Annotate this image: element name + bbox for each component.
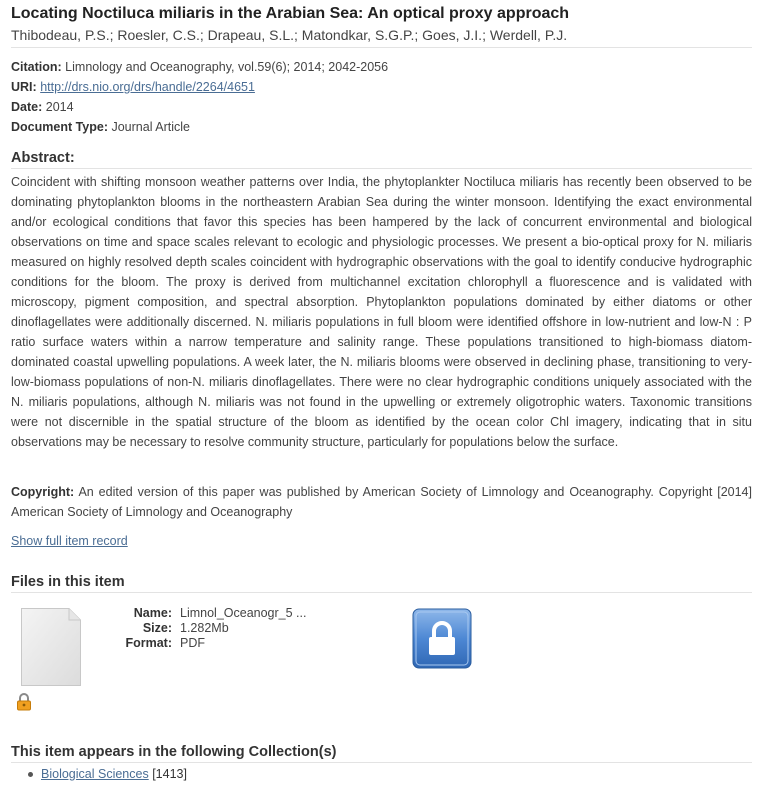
file-name-label: Name: xyxy=(133,606,172,620)
file-format-row xyxy=(100,636,306,651)
date-row xyxy=(11,99,74,115)
copyright xyxy=(11,482,752,522)
file-name-value: Limnol_Oceanogr_5 ... xyxy=(180,606,307,620)
file-details xyxy=(100,606,306,651)
item-title: Locating Noctiluca miliaris in the Arabian Sea: An optical proxy approach xyxy=(11,5,570,22)
uri-link[interactable]: http://drs.nio.org/drs/handle/2264/4651 xyxy=(40,80,255,94)
file-document-icon xyxy=(21,608,81,686)
date-label: Date: xyxy=(11,100,43,114)
file-size-value: 1.282Mb xyxy=(180,621,229,635)
date-value: 2014 xyxy=(45,100,74,114)
collection-count: [1413] xyxy=(152,767,187,781)
abstract-text: Coincident with shifting monsoon weather patterns over India, the phytoplankter Noctiluca miliaris has recently been observed to be dominating phytoplankton blooms in the northeastern Arabian Sea during the winter monsoon. Identifying the exact environmental and/or ecological conditions that favor this species has been hampered by the lack of concurrent environmental and biological observations on time and space scales relevant to ecologic and physiologic processes. We present a bio-optical proxy for N. miliaris measured on highly resolved depth scales coincident with hydrographic observations with the goal to identify conducive hydrographic conditions for the bloom. The proxy is derived from multichannel excitation chlorophyll a fluorescence and is validated with microscopy, pigment composition, and spectral absorption. Phytoplankton populations dominated by either diatoms or other dinoflagellates were additionally discerned. N. miliaris populations in full bloom were identified offshore in low-nutrient and low-N : P ratio surface waters within a narrow temperature and salinity range. These populations transitioned to high-biomass diatom-dominated coastal upwelling populations. A week later, the N. miliaris blooms were observed in declining phase, transitioning to very-low-biomass populations of non-N. miliaris dinoflagellates. There were no clear hydrographic conditions uniquely associated with the N. miliaris populations, although N. miliaris was not found in the upwelling or extremely oligotrophic waters. Taxonomic transitions were not discernible in the spatial structure of the bloom as identified by the ocean color Chl imagery, indicating that in situ observations may be necessary to resolve community structure, particularly for populations below the surface. xyxy=(11,175,752,449)
citation-row xyxy=(11,59,388,75)
divider xyxy=(11,47,752,48)
uri-label: URI: xyxy=(11,80,37,94)
divider xyxy=(11,762,752,763)
request-access-button[interactable] xyxy=(412,608,472,669)
divider xyxy=(11,168,752,169)
restricted-lock-icon xyxy=(16,693,32,711)
copyright-label: Copyright: xyxy=(11,485,75,499)
citation-label: Citation: xyxy=(11,60,62,74)
files-heading: Files in this item xyxy=(11,574,125,590)
collection-link[interactable]: Biological Sciences xyxy=(41,767,149,781)
file-name-row xyxy=(100,606,306,621)
citation-value: Limnology and Oceanography, vol.59(6); 2014; 2042-2056 xyxy=(65,60,389,74)
file-format-label: Format: xyxy=(125,636,172,650)
lock-icon xyxy=(412,608,472,669)
copyright-text: An edited version of this paper was published by American Society of Limnology and Oceanography. Copyright [2014] American Society of Limnology and Oceanography xyxy=(11,485,752,519)
list-item xyxy=(11,766,187,782)
doctype-row xyxy=(11,119,190,135)
divider xyxy=(11,592,752,593)
file-format-value: PDF xyxy=(180,636,205,650)
item-authors: Thibodeau, P.S.; Roesler, C.S.; Drapeau, S.L.; Matondkar, S.G.P.; Goes, J.I.; Werdell, P.J. xyxy=(11,27,568,43)
uri-row xyxy=(11,79,255,95)
abstract-heading: Abstract: xyxy=(11,150,75,166)
file-size-row xyxy=(100,621,306,636)
collection-list xyxy=(11,766,187,782)
show-full-record-link[interactable]: Show full item record xyxy=(11,534,128,548)
file-size-label: Size: xyxy=(142,621,172,635)
collections-heading: This item appears in the following Collection(s) xyxy=(11,744,337,760)
doctype-value: Journal Article xyxy=(111,120,190,134)
file-thumbnail[interactable] xyxy=(21,608,81,686)
doctype-label: Document Type: xyxy=(11,120,108,134)
